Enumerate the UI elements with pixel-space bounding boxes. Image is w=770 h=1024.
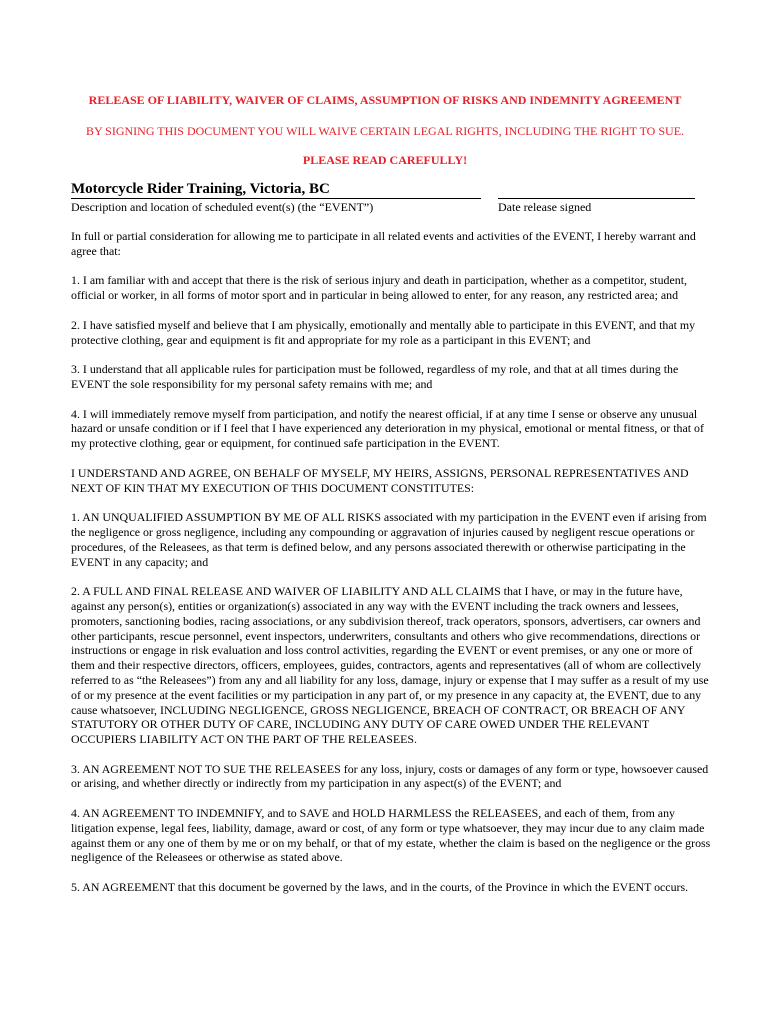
agreement-body: [71, 229, 711, 910]
date-signed-field[interactable]: [498, 180, 695, 199]
understand-and-agree-paragraph: I UNDERSTAND AND AGREE, ON BEHALF OF MYSELF, MY HEIRS, ASSIGNS, PERSONAL REPRESENTATIVES AND NEXT OF KIN THAT MY EXECUTION OF THIS DOCUMENT CONSTITUTES:: [71, 465, 689, 495]
assumption-of-risk-clause: 1. AN UNQUALIFIED ASSUMPTION BY ME OF ALL RISKS associated with my participation in the EVENT even if arising from the negligence or gross negligence, including any compounding or aggravation of injuries caused by negligent rescue operations or procedures, of the Releasees, as that term is defined below, and any persons associated therewith or otherwise participating in the EVENT in any capacity; and: [71, 510, 707, 569]
read-carefully-notice: PLEASE READ CAREFULLY!: [302, 153, 468, 167]
agreement-not-to-sue-clause: 3. AN AGREEMENT NOT TO SUE THE RELEASEES for any loss, injury, costs or damages of any form or type, howsoever caused or arising, and whether directly or indirectly from my participation in any aspect(s) of the EVENT; and: [71, 761, 709, 791]
event-name: Motorcycle Rider Training, Victoria, BC: [71, 181, 330, 197]
governing-law-clause: 5. AN AGREEMENT that this document be governed by the laws, and in the courts, of the Province in which the EVENT occurs.: [71, 880, 689, 895]
indemnity-clause: 4. AN AGREEMENT TO INDEMNIFY, and to SAVE and HOLD HARMLESS the RELEASEES, and each of them, from any litigation expense, legal fees, liability, damage, award or cost, of any form or type whatsoever, they may incur due to any claim made against them or any one of them by me or on my behalf, or that of my estate, whether the claim is based on the negligence or the gross negligence of the Releasees or otherwise as stated above.: [71, 806, 711, 865]
document-title: RELEASE OF LIABILITY, WAIVER OF CLAIMS, ASSUMPTION OF RISKS AND INDEMNITY AGREEMENT: [88, 93, 682, 107]
intro-paragraph: In full or partial consideration for allowing me to participate in all related events and activities of the EVENT, I hereby warrant and agree that:: [71, 229, 696, 258]
warranty-clause-4: 4. I will immediately remove myself from participation, and notify the nearest official, if at any time I sense or observe any unusual hazard or unsafe condition or if I feel that I have experienced any deterioration in my physical, emotional or mental fitness, or that of my protective clothing, gear or equipment, for continued safe participation in the EVENT.: [71, 406, 704, 451]
warranty-clause-1: 1. I am familiar with and accept that there is the risk of serious injury and death in participation, whether as a competitor, student, official or worker, in all forms of motor sport and in particular in being allowed to enter, for any reason, any restricted area; and: [71, 273, 687, 303]
warranty-clause-3: 3. I understand that all applicable rules for participation must be followed, regardless of my role, and that at all times during the EVENT the sole responsibility for my personal safety remains with me; and: [71, 362, 679, 391]
date-signed-label: Date release signed: [498, 200, 592, 214]
release-and-waiver-clause: 2. A FULL AND FINAL RELEASE AND WAIVER OF LIABILITY AND ALL CLAIMS that I have, or may in the future have, against any person(s), entities or organization(s) associated in any way with the EVENT including the track owners and lessees, promoters, sanctioning bodies, racing associations, or any subdivision thereof, track operators, sponsors, advertisers, car owners and other participants, rescue personnel, event inspectors, underwriters, consultants and others who give recommendations, directions or instructions or engage in risk evaluation and loss control activities, regarding the EVENT or event premises, or any one or more of them and their respective directors, officers, employees, guides, contractors, agents and representatives (all of whom are collectively referred to as “the Releasees”) from any and all liability for any loss, damage, injury or expense that I may suffer as a result of my use of or my presence at the event facilities or my participation in any part of, or my presence in any capacity at, the EVENT, due to any cause whatsoever, INCLUDING NEGLIGENCE, GROSS NEGLIGENCE, BREACH OF CONTRACT, OR BREACH OF ANY STATUTORY OR OTHER DUTY OF CARE, INCLUDING ANY DUTY OF CARE OWED UNDER THE RELEVANT OCCUPIERS LIABILITY ACT ON THE PART OF THE RELEASEES.: [71, 584, 709, 747]
legal-rights-notice: BY SIGNING THIS DOCUMENT YOU WILL WAIVE CERTAIN LEGAL RIGHTS, INCLUDING THE RIGHT TO SUE.: [85, 124, 685, 138]
event-description-label: Description and location of scheduled event(s) (the “EVENT”): [71, 200, 374, 214]
event-description-field[interactable]: [71, 180, 481, 199]
warranty-clause-2: 2. I have satisfied myself and believe that I am physically, emotionally and mentally able to participate in this EVENT, and that my protective clothing, gear and equipment is fit and appropriate for my role as a participant in this EVENT; and: [71, 317, 696, 347]
